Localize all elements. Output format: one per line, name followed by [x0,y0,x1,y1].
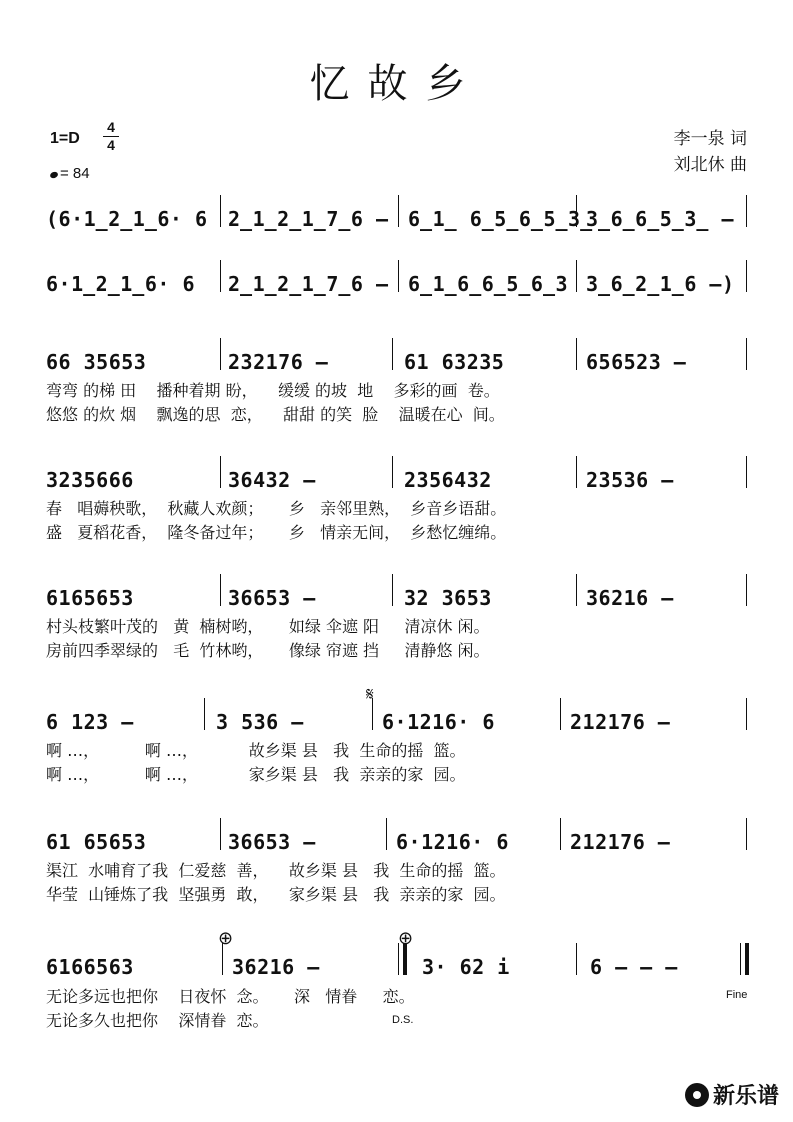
measure: 6166563 [46,955,134,979]
measure: 6·1216· 6 [396,830,509,854]
measure: 6̲1̲ 6̲5̲6̲5̲3̲ [408,207,593,231]
lyric-line: 渠江 水哺育了我 仁爱慈 善， 故乡渠 县 我 生命的摇 篮。 [46,861,506,880]
measure: 36216 – [586,586,674,610]
lyric-line: 啊 …， 啊 …， 家乡渠 县 我 亲亲的家 园。 [46,765,466,784]
key-signature: 1=D [50,130,80,147]
coda-icon: ⊕ [398,928,414,949]
measure: 232176 – [228,350,329,374]
measure: 6̲1̲6̲6̲5̲6̲3 [408,272,569,296]
lyric-line: 华莹 山锤炼了我 坚强勇 敢， 家乡渠 县 我 亲亲的家 园。 [46,885,506,904]
measure: 6 – – – [590,955,678,979]
measure: 66 35653 [46,350,147,374]
time-signature-top: 4 [107,119,115,135]
fine-mark: Fine [726,989,748,1001]
lyric-line: 无论多久也把你 深情眷 恋。 [46,1011,269,1030]
measure: 6·1̲2̲1̲6· 6 [46,272,195,296]
lyric-line: 春 唱薅秧歌， 秋藏人欢颜； 乡 亲邻里熟， 乡音乡语甜。 [46,499,507,518]
measure: 3 536 – [216,710,304,734]
segno-icon: 𝄋 [366,684,374,705]
lyric-line: 盛 夏稻花香， 隆冬备过年； 乡 情亲无间， 乡愁忆缠绵。 [46,523,507,542]
measure: 6165653 [46,586,134,610]
measure: 2̲1̲2̲1̲7̲6 – [228,272,389,296]
composer-credit: 刘北休 曲 [673,155,747,175]
system-1 [46,207,752,241]
lyric-line: 悠悠 的炊 烟 飘逸的思 恋， 甜甜 的笑 脸 温暖在心 间。 [46,405,505,424]
measure: 32 3653 [404,586,492,610]
measure: 36653 – [228,586,316,610]
disc-icon [685,1083,709,1107]
measure: 656523 – [586,350,687,374]
score-title: 忆故乡 [309,61,484,107]
measure: 3̲6̲2̲1̲6 –) [586,272,735,296]
measure: 6·1216· 6 [382,710,495,734]
ds-mark: D.S. [392,1014,414,1026]
measure: 212176 – [570,830,671,854]
measure: 2356432 [404,468,492,492]
measure: 3· 62 i [422,955,510,979]
measure: 61 65653 [46,830,147,854]
lyric-line: 无论多远也把你 日夜怀 念。 深 情眷 恋。 [46,987,415,1006]
measure: 36653 – [228,830,316,854]
time-signature [103,120,119,153]
measure: 61 63235 [404,350,505,374]
tempo-marking: = 84 [50,165,90,182]
measure: 2̲1̲2̲1̲7̲6 – [228,207,389,231]
measure: 36432 – [228,468,316,492]
lyric-line: 房前四季翠绿的 毛 竹林哟， 像绿 帘遮 挡 清静悠 闲。 [46,641,490,660]
system-2 [46,272,752,306]
lyricist-credit: 李一泉 词 [673,129,747,149]
time-signature-bottom: 4 [107,137,115,153]
measure: 212176 – [570,710,671,734]
measure: (6·1̲2̲1̲6· 6 [46,207,208,231]
quarter-note-icon [49,171,59,179]
lyric-line: 弯弯 的梯 田 播种着期 盼， 缓缓 的坡 地 多彩的画 卷。 [46,381,500,400]
coda-icon: ⊕ [218,928,234,949]
measure: 23536 – [586,468,674,492]
measure: 6 123 – [46,710,134,734]
lyric-line: 村头枝繁叶茂的 黄 楠树哟， 如绿 伞遮 阳 清凉休 闲。 [46,617,490,636]
site-logo: 新乐谱 [685,1079,779,1110]
measure: 3235666 [46,468,134,492]
measure: 3̲6̲6̲5̲3̲ – [586,207,734,231]
lyric-line: 啊 …， 啊 …， 故乡渠 县 我 生命的摇 篮。 [46,741,466,760]
measure: 36216 – [232,955,320,979]
